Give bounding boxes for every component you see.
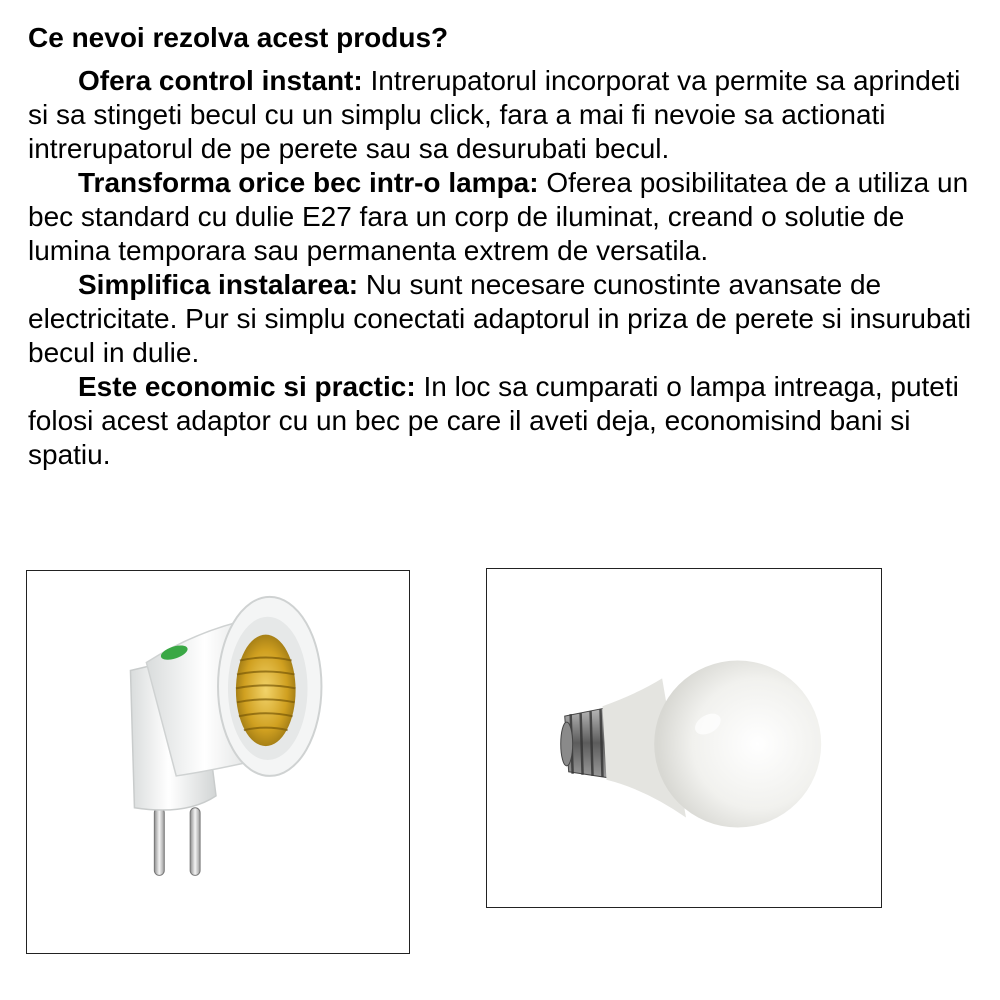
bullet-text: Intrerupatorul incorporat va permite sa aprindeti si sa stingeti becul cu un simplu click, fara a mai fi nevoie sa actionati intrerupatorul de pe perete sau sa desurubati becul. (28, 65, 961, 164)
list-item (28, 268, 978, 370)
benefits-list (28, 64, 978, 472)
bullet-title: Simplifica instalarea: (78, 269, 359, 300)
bullet-icon (0, 64, 18, 98)
bullet-text: In loc sa cumparati o lampa intreaga, puteti folosi acest adaptor cu un bec pe care il aveti deja, economisind bani si spatiu. (28, 371, 959, 470)
socket-adapter-illustration (27, 571, 409, 953)
bullet-title: Este economic si practic: (78, 371, 416, 402)
bullet-icon (0, 268, 18, 302)
bullet-text: Nu sunt necesare cunostinte avansate de electricitate. Pur si simplu conectati adaptorul in priza de perete si insurubati becul in dulie. (28, 269, 972, 368)
bullet-title: Ofera control instant: (78, 65, 363, 96)
bullet-title: Transforma orice bec intr-o lampa: (78, 167, 539, 198)
list-item (28, 64, 978, 166)
light-bulb-illustration (487, 569, 881, 907)
socket-adapter-image (26, 570, 410, 954)
list-item (28, 166, 978, 268)
bullet-icon (0, 370, 18, 404)
bullet-text: Oferea posibilitatea de a utiliza un bec standard cu dulie E27 fara un corp de iluminat, creand o solutie de lumina temporara sau permanenta extrem de versatila. (28, 167, 969, 266)
light-bulb-image (486, 568, 882, 908)
list-item (28, 370, 978, 472)
bullet-icon (0, 166, 18, 200)
page-title: Ce nevoi rezolva acest produs? (28, 22, 449, 53)
